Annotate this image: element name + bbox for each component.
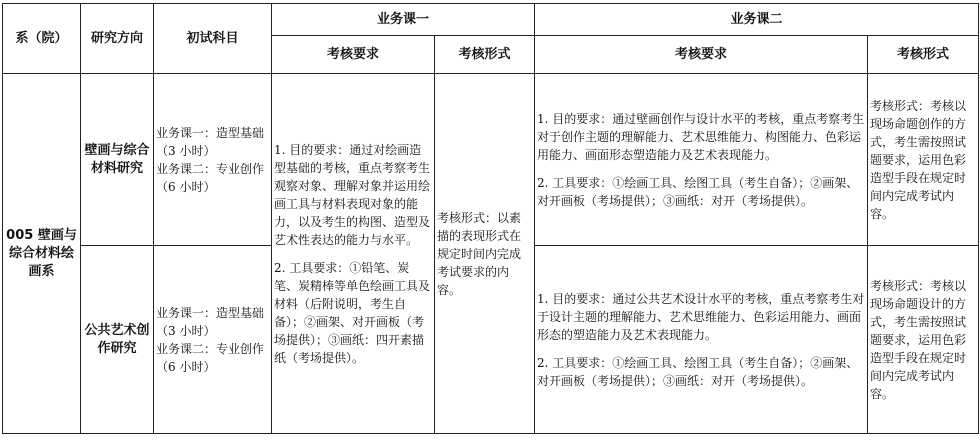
- header-course1-req: 考核要求: [272, 36, 435, 74]
- header-course1-form: 考核形式: [435, 36, 535, 74]
- course1-form-cell: 考核形式：以素描的表现形式在规定时间内完成考试要求的内容。: [435, 74, 535, 434]
- header-course2-form: 考核形式: [868, 36, 979, 74]
- exam-table: [2, 3, 979, 434]
- header-course2: 业务课二: [535, 4, 979, 36]
- header-subjects: 初试科目: [154, 4, 272, 74]
- course2-req-goal: 1. 目的要求：通过壁画创作与设计水平的考核，重点考察考生对于创作主题的理解能力、艺术思维能力、构图能力、色彩运用能力、画面形态塑造能力及艺术表现能力。: [537, 111, 865, 162]
- subjects-cell: 业务课一：造型基础（3 小时） 业务课二：专业创作（6 小时）: [154, 246, 272, 434]
- course2-req-tools: 2. 工具要求：①绘画工具、绘图工具（考生自备）；②画架、对开画板（考场提供）；③画纸：对开（考场提供）。: [537, 355, 859, 388]
- subjects-cell: 业务课一：造型基础（3 小时） 业务课二：专业创作（6 小时）: [154, 74, 272, 246]
- header-direction: 研究方向: [81, 4, 154, 74]
- direction-cell: 壁画与综合材料研究: [81, 74, 154, 246]
- direction-cell: 公共艺术创作研究: [81, 246, 154, 434]
- header-course1: 业务课一: [272, 4, 535, 36]
- course1-req-goal: 1. 目的要求：通过对绘画造型基础的考核，重点考察考生观察对象、理解对象并运用绘画工具与材料表现对象的能力，以及考生的构图、造型及艺术性表达的能力与水平。: [274, 142, 431, 247]
- course2-req-cell: [535, 74, 868, 246]
- course2-req-goal: 1. 目的要求：通过公共艺术设计水平的考核，重点考察考生对于设计主题的理解能力、艺术思维能力、色彩运用能力、画面形态的塑造能力及艺术表现能力。: [537, 291, 865, 342]
- course2-form-cell: 考核形式：考核以现场命题创作的方式，考生需按照试题要求，运用色彩造型手段在规定时间内完成考试内容。: [868, 74, 979, 246]
- course1-req-tools: 2. 工具要求：①铅笔、炭笔、炭精棒等单色绘画工具及材料（后附说明，考生自备）；②画架、对开画板（考场提供）；③画纸：四开素描纸（考场提供）。: [274, 260, 431, 365]
- department-cell: 005 壁画与综合材料绘画系: [3, 74, 81, 434]
- course2-req-cell: [535, 246, 868, 434]
- header-course2-req: 考核要求: [535, 36, 868, 74]
- course1-req-cell: [272, 74, 435, 434]
- course2-form-cell: 考核形式：考核以现场命题设计的方式，考生需按照试题要求，运用色彩造型手段在规定时间内完成考试内容。: [868, 246, 979, 434]
- course2-req-tools: 2. 工具要求：①绘画工具、绘图工具（考生自备）；②画架、对开画板（考场提供）；③画纸：对开（考场提供）。: [537, 175, 859, 208]
- header-dept: 系（院）: [3, 4, 81, 74]
